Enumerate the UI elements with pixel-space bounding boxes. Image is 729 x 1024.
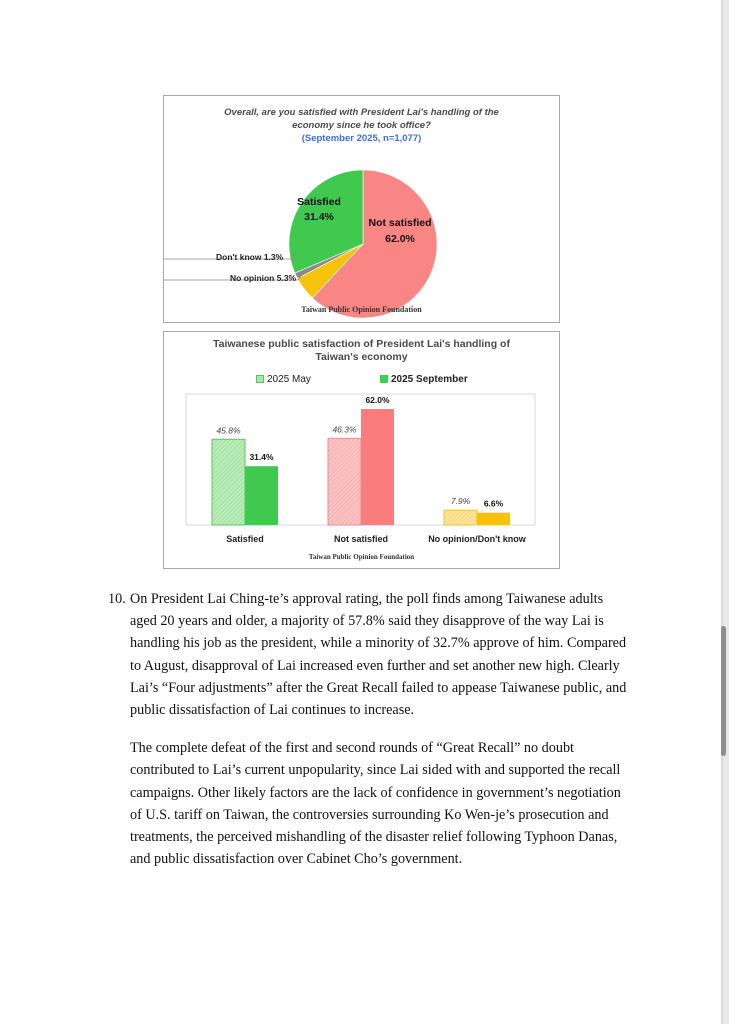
scrollbar-thumb[interactable] bbox=[721, 626, 726, 756]
bar-no-opinion-don-t-know-september bbox=[477, 513, 510, 525]
bar-title-line1: Taiwanese public satisfaction of President Lai's handling of bbox=[213, 338, 510, 350]
bar-not-satisfied-may bbox=[328, 438, 361, 525]
bar-chart-source: Taiwan Public Opinion Foundation bbox=[308, 553, 415, 561]
numbered-item-10 bbox=[108, 588, 628, 737]
no-opinion-label: No opinion 5.3% bbox=[230, 273, 297, 283]
category-label-not-satisfied: Not satisfied bbox=[333, 534, 389, 544]
pie-chart-source: Taiwan Public Opinion Foundation bbox=[301, 305, 422, 314]
legend-label-may: 2025 May bbox=[267, 374, 311, 385]
data-label-satisfied-may: 45.8% bbox=[216, 425, 241, 436]
not-satisfied-label: Not satisfied bbox=[368, 217, 432, 229]
bar-chart-figure bbox=[163, 331, 560, 569]
pie-chart-svg bbox=[164, 96, 559, 322]
paragraph-great-recall: The complete defeat of the first and second rounds of “Great Recall” no doubt contributed to Lai’s current unpopularity, since Lai sided with and supported the recall campaigns. Other likely factors are the lack of confidence in government’s negotiation of U.S. tariff on Taiwan, the controversies surrounding Ko Wen-je’s prosecution and treatments, the perceived mishandling of the disaster relief following Typhoon Danas, and public dissatisfaction over Cabinet Cho’s government. bbox=[130, 740, 621, 868]
legend-label-september: 2025 September bbox=[391, 374, 468, 385]
data-label-not-satisfied-september: 62.0% bbox=[365, 394, 390, 405]
bar-satisfied-may bbox=[212, 439, 245, 525]
bar-title-line2: Taiwan's economy bbox=[315, 351, 408, 363]
paragraph-approval-rating: On President Lai Ching-te’s approval rating, the poll finds among Taiwanese adults aged 20 years and older, a majority of 57.8% said they disapprove of the way Lai is handling his job as the president, while a minority of 32.7% approve of him. Compared to August, disapproval of Lai increased even further and set another new high. Clearly Lai’s “Four adjustments” after the Great Recall failed to appease Taiwanese public, and public dissatisfaction of Lai continues to increase. bbox=[130, 591, 627, 719]
bar-not-satisfied-september bbox=[361, 409, 394, 525]
pie-title-line1: Overall, are you satisfied with President Lai's handling of the bbox=[224, 107, 499, 118]
pie-subtitle: (September 2025, n=1,077) bbox=[301, 133, 422, 144]
item-number: 10. bbox=[108, 591, 126, 607]
pie-chart-figure bbox=[163, 95, 560, 323]
satisfied-value: 31.4% bbox=[304, 211, 334, 223]
dont-know-label: Don't know 1.3% bbox=[216, 252, 284, 262]
body-text bbox=[108, 588, 628, 886]
category-label-no-opinion-don-t-know: No opinion/Don't know bbox=[428, 534, 526, 544]
data-label-not-satisfied-may: 46.3% bbox=[332, 424, 357, 435]
bar-no-opinion-don-t-know-may bbox=[444, 510, 477, 525]
pie-title-line2: economy since he took office? bbox=[292, 120, 431, 131]
bar-chart-svg bbox=[164, 332, 559, 568]
satisfied-label: Satisfied bbox=[297, 196, 341, 208]
data-label-no-opinion-don-t-know-may: 7.9% bbox=[450, 496, 471, 507]
not-satisfied-value: 62.0% bbox=[385, 233, 415, 245]
data-label-satisfied-september: 31.4% bbox=[249, 452, 274, 463]
category-label-satisfied: Satisfied bbox=[226, 534, 264, 544]
data-label-no-opinion-don-t-know-september: 6.6% bbox=[483, 498, 504, 509]
bar-satisfied-september bbox=[245, 466, 278, 525]
